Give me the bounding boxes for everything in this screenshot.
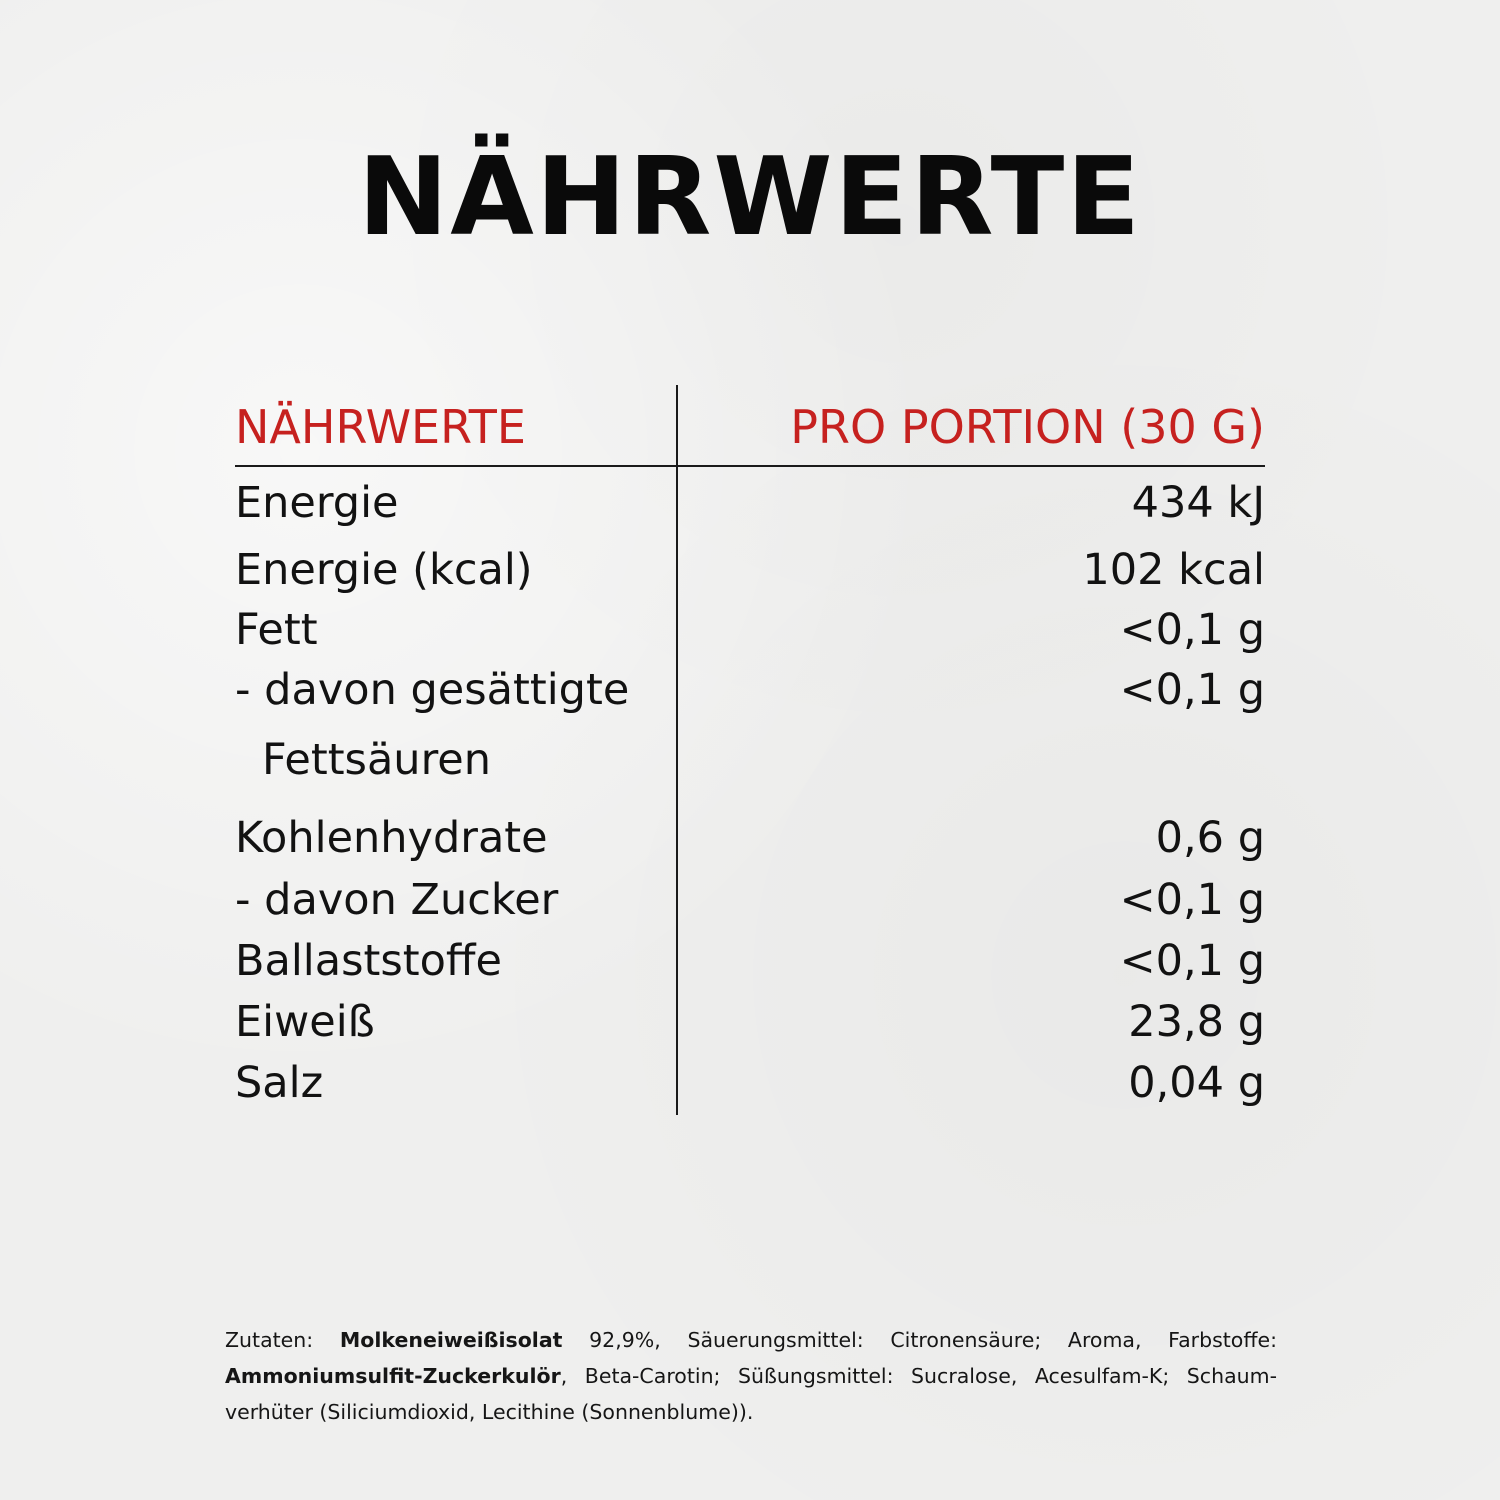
ingredients-part-1: 92,9%, Säuerungsmittel: Citronensäure; Aroma, Farbstoffe: bbox=[562, 1328, 1277, 1352]
ingredient-whey-isolate: Molkeneiweißisolat bbox=[339, 1328, 563, 1352]
row-value: 0,6 g bbox=[1155, 813, 1265, 863]
row-label: Ballaststoffe bbox=[235, 936, 503, 986]
page-title: NÄHRWERTE bbox=[357, 135, 1143, 260]
row-label: Energie (kcal) bbox=[235, 545, 533, 595]
nutrition-table bbox=[235, 385, 1265, 1115]
row-value: <0,1 g bbox=[1119, 875, 1265, 925]
table-header bbox=[235, 385, 1265, 467]
ingredients-text bbox=[225, 1322, 1277, 1430]
row-label: - davon gesättigte bbox=[235, 665, 630, 715]
ingredients-prefix: Zutaten: bbox=[225, 1328, 340, 1352]
row-value: <0,1 g bbox=[1119, 936, 1265, 986]
header-nutrients: NÄHRWERTE bbox=[235, 400, 526, 454]
row-label: Kohlenhydrate bbox=[235, 813, 548, 863]
row-value: 102 kcal bbox=[1082, 545, 1265, 595]
column-divider bbox=[676, 385, 678, 1115]
ingredient-caramel-color: Ammoniumsulfit-Zuckerkulör bbox=[225, 1364, 561, 1388]
ingredients-part-2: , Beta-Carotin; Süßungsmittel: Sucralose, Acesulfam-K; Schaum-verhüter (Siliciumdioxid, Lecithine (Sonnenblume)). bbox=[225, 1364, 1277, 1424]
row-label: Fett bbox=[235, 605, 318, 655]
header-per-portion: PRO PORTION (30 G) bbox=[790, 400, 1265, 454]
row-value: 23,8 g bbox=[1128, 997, 1265, 1047]
row-label: Eiweiß bbox=[235, 997, 375, 1047]
row-value: 0,04 g bbox=[1128, 1058, 1265, 1108]
row-label: Energie bbox=[235, 478, 399, 528]
row-value: <0,1 g bbox=[1119, 665, 1265, 715]
row-label-continuation: Fettsäuren bbox=[262, 735, 492, 785]
row-value: 434 kJ bbox=[1131, 478, 1265, 528]
row-label: Salz bbox=[235, 1058, 324, 1108]
row-label: - davon Zucker bbox=[235, 875, 559, 925]
row-value: <0,1 g bbox=[1119, 605, 1265, 655]
